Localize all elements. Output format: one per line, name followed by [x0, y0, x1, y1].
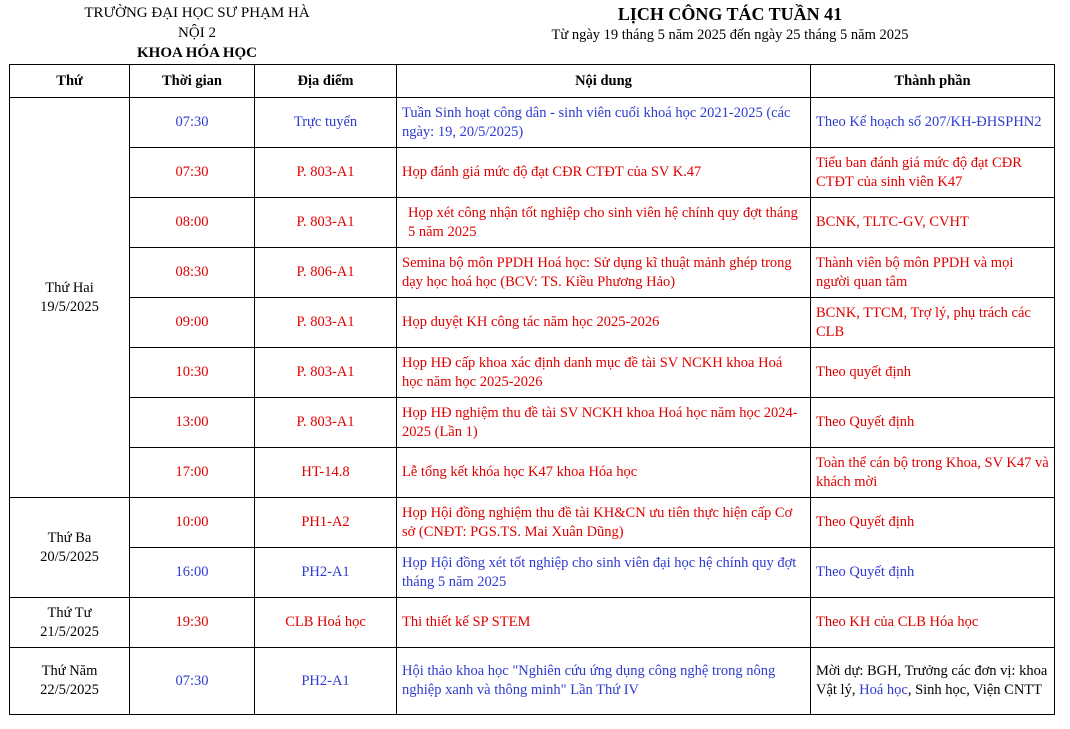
- day-date: 19/5/2025: [40, 298, 99, 315]
- table-row: [10, 498, 1055, 548]
- time-cell: 07:30: [130, 648, 255, 715]
- participants-cell: Theo quyết định: [811, 348, 1055, 398]
- table-row: [10, 198, 1055, 248]
- day-cell-monday: [10, 98, 130, 498]
- time-cell: 07:30: [130, 148, 255, 198]
- university-header: [72, 3, 322, 63]
- content-cell: Họp đánh giá mức độ đạt CĐR CTĐT của SV K.47: [397, 148, 811, 198]
- table-row: [10, 98, 1055, 148]
- col-header-content: Nội dung: [397, 65, 811, 98]
- table-header-row: [10, 65, 1055, 98]
- time-cell: 19:30: [130, 598, 255, 648]
- col-header-participants: Thành phần: [811, 65, 1055, 98]
- table-row: [10, 548, 1055, 598]
- time-cell: 08:00: [130, 198, 255, 248]
- time-cell: 08:30: [130, 248, 255, 298]
- table-row: [10, 348, 1055, 398]
- place-cell: P. 803-A1: [255, 298, 397, 348]
- time-cell: 16:00: [130, 548, 255, 598]
- place-cell: P. 806-A1: [255, 248, 397, 298]
- time-cell: 17:00: [130, 448, 255, 498]
- table-row: [10, 598, 1055, 648]
- day-name: Thứ Ba: [47, 529, 92, 546]
- place-cell: CLB Hoá học: [255, 598, 397, 648]
- table-row: [10, 398, 1055, 448]
- place-cell: P. 803-A1: [255, 198, 397, 248]
- time-cell: 13:00: [130, 398, 255, 448]
- participants-cell: Theo Kế hoạch số 207/KH-ĐHSPHN2: [811, 98, 1055, 148]
- content-cell: Họp xét công nhận tốt nghiệp cho sinh viên hệ chính quy đợt tháng 5 năm 2025: [397, 198, 811, 248]
- day-date: 20/5/2025: [40, 548, 99, 565]
- participants-text: Mời dự: BGH, Trưởng các đơn vị: khoa Vật lý,: [816, 663, 1048, 698]
- participants-cell: Thành viên bộ môn PPDH và mọi người quan tâm: [811, 248, 1055, 298]
- participants-cell: Tiểu ban đánh giá mức độ đạt CĐR CTĐT của sinh viên K47: [811, 148, 1055, 198]
- content-cell: Họp HĐ nghiệm thu đề tài SV NCKH khoa Hoá học năm học 2024-2025 (Lần 1): [397, 398, 811, 448]
- time-cell: 09:00: [130, 298, 255, 348]
- schedule-header: [500, 3, 960, 45]
- participants-cell: Theo KH của CLB Hóa học: [811, 598, 1055, 648]
- participants-cell: Toàn thể cán bộ trong Khoa, SV K47 và khách mời: [811, 448, 1055, 498]
- content-cell: Họp HĐ cấp khoa xác định danh mục đề tài SV NCKH khoa Hoá học năm học 2025-2026: [397, 348, 811, 398]
- day-cell-thursday: [10, 648, 130, 715]
- content-cell: Họp duyệt KH công tác năm học 2025-2026: [397, 298, 811, 348]
- table-row: [10, 448, 1055, 498]
- place-cell: PH2-A1: [255, 548, 397, 598]
- col-header-day: Thứ: [10, 65, 130, 98]
- day-name: Thứ Năm: [41, 663, 98, 679]
- university-name: TRƯỜNG ĐẠI HỌC SƯ PHẠM HÀ NỘI 2: [84, 5, 310, 41]
- time-cell: 10:30: [130, 348, 255, 398]
- day-date: 21/5/2025: [40, 623, 99, 640]
- place-cell: PH1-A2: [255, 498, 397, 548]
- content-cell: Semina bộ môn PPDH Hoá học: Sử dụng kĩ thuật mảnh ghép trong dạy học hoá học (BCV: TS. Kiều Phương Hảo): [397, 248, 811, 298]
- place-cell: HT-14.8: [255, 448, 397, 498]
- participants-cell: BCNK, TTCM, Trợ lý, phụ trách các CLB: [811, 298, 1055, 348]
- content-cell: Tuần Sinh hoạt công dân - sinh viên cuối khoá học 2021-2025 (các ngày: 19, 20/5/2025): [397, 98, 811, 148]
- participants-cell: Theo Quyết định: [811, 548, 1055, 598]
- faculty-name: KHOA HÓA HỌC: [136, 45, 257, 61]
- participants-cell: Theo Quyết định: [811, 498, 1055, 548]
- participants-cell: BCNK, TLTC-GV, CVHT: [811, 198, 1055, 248]
- schedule-table: [9, 64, 1055, 715]
- place-cell: P. 803-A1: [255, 398, 397, 448]
- content-cell: Họp Hội đồng nghiệm thu đề tài KH&CN ưu tiên thực hiện cấp Cơ sở (CNĐT: PGS.TS. Mai Xuân Dũng): [397, 498, 811, 548]
- place-cell: P. 803-A1: [255, 148, 397, 198]
- time-cell: 10:00: [130, 498, 255, 548]
- col-header-time: Thời gian: [130, 65, 255, 98]
- day-name: Thứ Tư: [47, 604, 92, 621]
- day-name: Thứ Hai: [45, 279, 94, 296]
- participants-cell: [811, 648, 1055, 715]
- table-row: [10, 148, 1055, 198]
- page-title: LỊCH CÔNG TÁC TUẦN 41: [617, 4, 843, 24]
- day-cell-tuesday: [10, 498, 130, 598]
- place-cell: P. 803-A1: [255, 348, 397, 398]
- day-date: 22/5/2025: [40, 682, 99, 698]
- content-cell: Lễ tổng kết khóa học K47 khoa Hóa học: [397, 448, 811, 498]
- time-cell: 07:30: [130, 98, 255, 148]
- participants-cell: Theo Quyết định: [811, 398, 1055, 448]
- table-row: [10, 248, 1055, 298]
- date-range: Từ ngày 19 tháng 5 năm 2025 đến ngày 25 tháng 5 năm 2025: [551, 27, 909, 43]
- participants-highlight: Hoá học: [859, 682, 908, 698]
- place-cell: Trực tuyến: [255, 98, 397, 148]
- table-row: [10, 648, 1055, 715]
- table-row: [10, 298, 1055, 348]
- content-cell: Hội thảo khoa học "Nghiên cứu ứng dụng công nghệ trong nông nghiệp xanh và thông minh" Lần Thứ IV: [397, 648, 811, 715]
- day-cell-wednesday: [10, 598, 130, 648]
- place-cell: PH2-A1: [255, 648, 397, 715]
- col-header-place: Địa điểm: [255, 65, 397, 98]
- content-cell: Họp Hội đồng xét tốt nghiệp cho sinh viên đại học hệ chính quy đợt tháng 5 năm 2025: [397, 548, 811, 598]
- content-cell: Thi thiết kế SP STEM: [397, 598, 811, 648]
- participants-text: , Sinh học, Viện CNTT: [907, 682, 1043, 698]
